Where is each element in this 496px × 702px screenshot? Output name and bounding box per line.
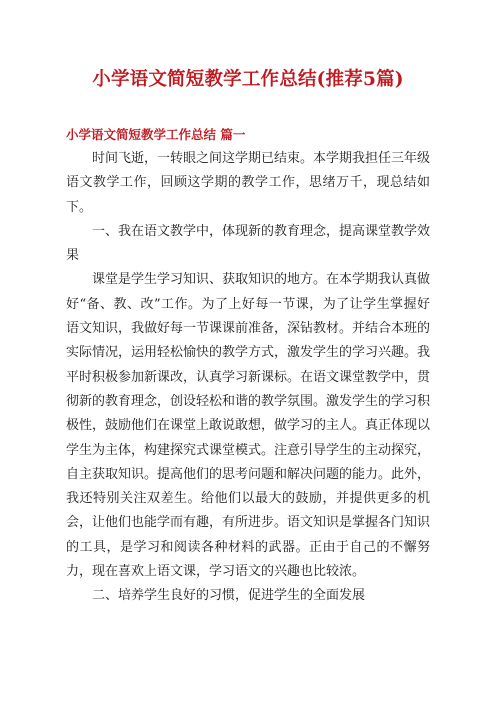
document-body bbox=[66, 147, 430, 609]
body-paragraph: 二、培养学生良好的习惯，促进学生的全面发展 bbox=[92, 588, 366, 604]
body-paragraph: 时间飞逝，一转眼之间这学期已结束。本学期我担任三年级语文教学工作，回顾这学期的教学工作，思绪万千，现总结如下。 bbox=[66, 151, 431, 215]
section-heading: 小学语文简短教学工作总结 篇一 bbox=[66, 127, 246, 142]
body-paragraph: 一、我在语文教学中，体现新的教育理念，提高课堂教学效果 bbox=[66, 223, 431, 264]
body-paragraph: 课堂是学生学习知识、获取知识的地方。在本学期我认真做好“备、教、改”工作。为了上好每一节课，为了让学生掌握好语文知识，我做好每一节课课前准备，深钻教材。并结合本班的实际情况，运用轻松愉快的教学方式，激发学生的学习兴趣。我平时积极参加新课改，认真学习新课标。在语文课堂教学中，贯彻新的教育理念，创设轻松和谐的教学氛围。激发学生的学习积极性，鼓励他们在课堂上敢说敢想，做学习的主人。真正体现以学生为主体，构建探究式课堂模式。注意引导学生的主动探究，自主获取知识。提高他们的思考问题和解决问题的能力。此外，我还特别关注双差生。给他们以最大的鼓励，并提供更多的机会，让他们也能学而有趣，有所进步。语文知识是掌握各门知识的工具，是学习和阅读各种材料的武器。正由于自己的不懈努力，现在喜欢上语文课，学习语文的兴趣也比较浓。 bbox=[66, 272, 431, 580]
document-title: 小学语文简短教学工作总结(推荐5篇) bbox=[92, 69, 404, 90]
